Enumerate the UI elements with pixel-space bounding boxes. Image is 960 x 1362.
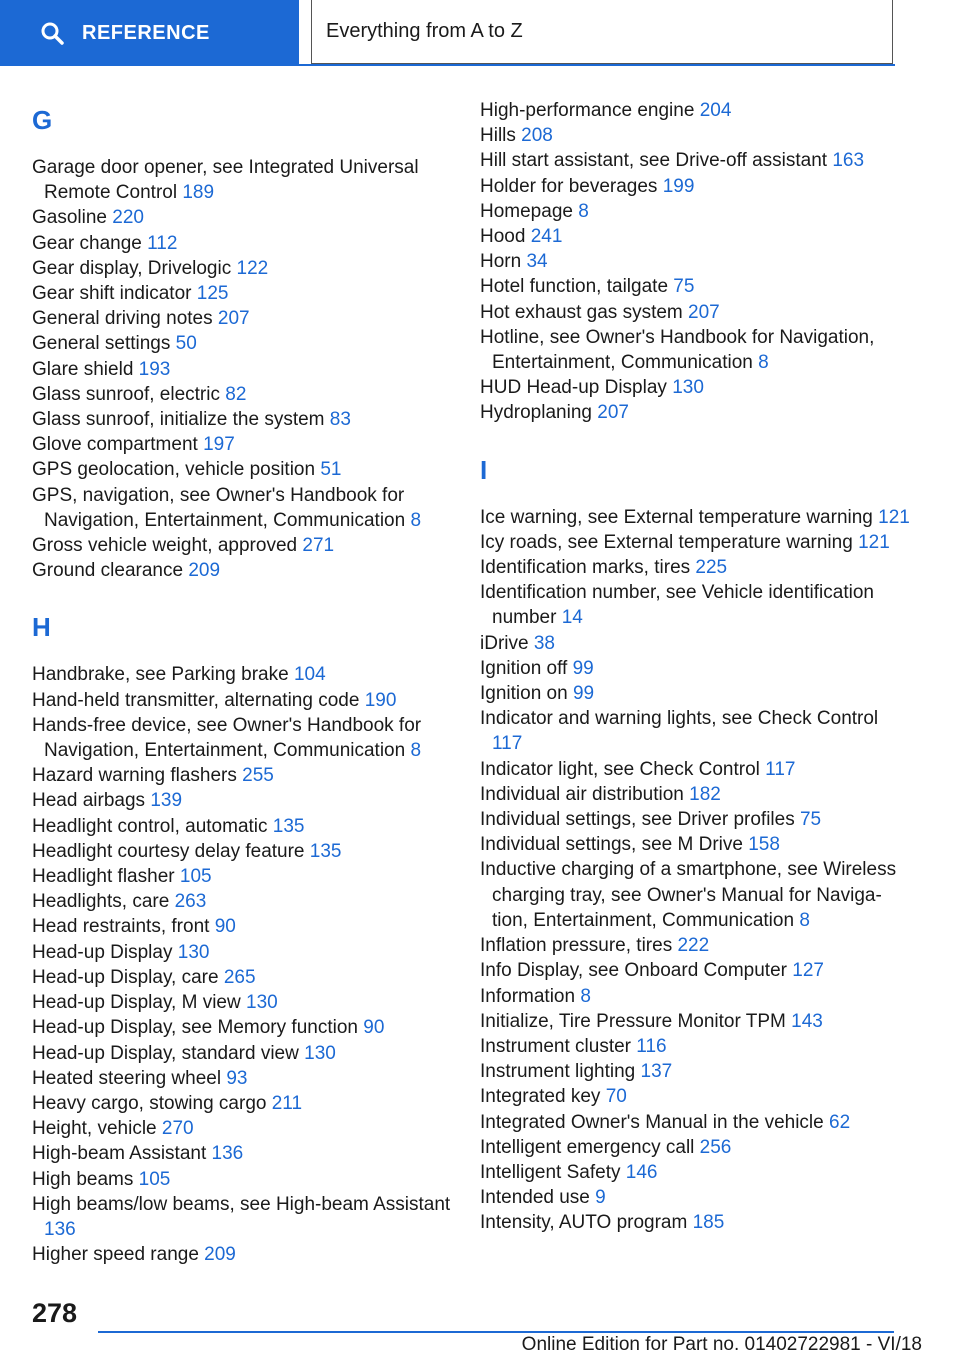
index-entry xyxy=(480,249,910,274)
page-reference-link[interactable]: 70 xyxy=(605,1086,627,1108)
index-entry-text: Hill start assistant, see Drive-off assistant xyxy=(480,150,828,172)
index-entry xyxy=(32,864,452,889)
index-entry-text: High beams xyxy=(32,1168,134,1190)
index-entry-text: Headlights, care xyxy=(32,891,170,913)
index-entry-text: Head-up Display, see Memory function xyxy=(32,1017,358,1039)
page-reference-link[interactable]: 207 xyxy=(688,301,720,323)
page-reference-link[interactable]: 127 xyxy=(792,960,824,982)
index-entry xyxy=(32,662,452,687)
index-entry xyxy=(32,713,452,763)
index-entry-text: Instrument lighting xyxy=(480,1061,636,1083)
index-entry-text: HUD Head-up Display xyxy=(480,377,667,399)
page-reference-link[interactable]: 241 xyxy=(530,226,563,248)
index-entry-text: General driving notes xyxy=(32,308,213,330)
index-entry-text: Hydroplaning xyxy=(480,402,592,424)
page-reference-link[interactable]: 122 xyxy=(236,257,269,279)
index-entry xyxy=(480,148,910,173)
index-entry xyxy=(480,274,910,299)
index-entry xyxy=(480,123,910,148)
index-entry xyxy=(32,965,452,990)
page-reference-link[interactable]: 104 xyxy=(293,664,326,686)
page-reference-link[interactable]: 105 xyxy=(138,1168,171,1190)
index-entry xyxy=(480,1034,910,1059)
index-letter-heading: I xyxy=(480,454,488,485)
index-entry-text: Indicator light, see Check Control xyxy=(480,758,760,780)
index-entry-text: Integrated key xyxy=(480,1086,601,1108)
index-entry xyxy=(32,281,452,306)
index-entry xyxy=(32,231,452,256)
index-column-left xyxy=(32,98,452,1267)
index-entry xyxy=(480,1110,910,1135)
index-entry xyxy=(32,1041,452,1066)
page-reference-link[interactable]: 135 xyxy=(309,840,342,862)
index-entry-text: Identification number, see Vehicle identification number xyxy=(480,582,874,629)
index-entry xyxy=(32,1015,452,1040)
index-entry xyxy=(480,174,910,199)
index-entry-text: Garage door opener, see Integrated Universal Remote Control xyxy=(32,157,419,204)
index-entry xyxy=(480,958,910,983)
page-reference-link[interactable]: 220 xyxy=(112,207,144,229)
index-entry-text: Ice warning, see External temperature warning xyxy=(480,506,873,528)
index-entry-text: Homepage xyxy=(480,200,573,222)
page-reference-link[interactable]: 211 xyxy=(271,1092,303,1114)
index-entry-text: Headlight courtesy delay feature xyxy=(32,840,305,862)
search-icon xyxy=(40,21,64,45)
index-entry xyxy=(32,533,452,558)
page-reference-link[interactable]: 263 xyxy=(174,891,207,913)
index-entry xyxy=(32,1066,452,1091)
index-entry-text: Heavy cargo, stowing cargo xyxy=(32,1092,267,1114)
index-entry xyxy=(480,656,910,681)
index-entry-text: Intended use xyxy=(480,1187,590,1209)
index-entry xyxy=(480,681,910,706)
index-entry-text: High-performance engine xyxy=(480,100,695,121)
page-reference-link[interactable]: 14 xyxy=(561,607,583,629)
index-entry-text: Head-up Display, M view xyxy=(32,992,241,1014)
index-entry xyxy=(32,1167,452,1192)
index-entry xyxy=(32,205,452,230)
index-entry xyxy=(32,331,452,356)
index-entry xyxy=(480,325,910,375)
index-entry-text: Individual settings, see Driver profiles xyxy=(480,809,795,831)
page-reference-link[interactable]: 121 xyxy=(858,531,890,553)
index-entry xyxy=(32,788,452,813)
index-entry xyxy=(32,889,452,914)
index-entry xyxy=(480,555,910,580)
page-reference-link[interactable]: 185 xyxy=(692,1212,725,1234)
index-entry-text: Headlight flasher xyxy=(32,866,175,888)
index-entry-list xyxy=(480,98,910,426)
index-entry-text: GPS geolocation, vehicle position xyxy=(32,459,316,481)
page-reference-link[interactable]: 75 xyxy=(673,276,695,298)
footer-divider xyxy=(98,1331,894,1333)
index-entry xyxy=(480,224,910,249)
index-entry-text: Gear shift indicator xyxy=(32,283,192,305)
index-entry xyxy=(32,483,452,533)
page-reference-link[interactable]: 143 xyxy=(791,1010,823,1032)
index-entry xyxy=(480,1009,910,1034)
page-reference-link[interactable]: 8 xyxy=(758,352,769,374)
page-reference-link[interactable]: 8 xyxy=(578,200,589,222)
page-reference-link[interactable]: 222 xyxy=(677,935,710,957)
page-reference-link[interactable]: 204 xyxy=(699,100,732,121)
page-reference-link[interactable]: 51 xyxy=(320,459,342,481)
index-entry-text: Head airbags xyxy=(32,790,146,812)
index-entry-text: Information xyxy=(480,985,576,1007)
index-entry xyxy=(32,990,452,1015)
index-entry xyxy=(32,155,452,205)
page-reference-link[interactable]: 190 xyxy=(364,689,397,711)
index-entry xyxy=(480,857,910,933)
index-entry-text: High beams/low beams, see High-beam Assistant xyxy=(32,1193,451,1215)
index-entry xyxy=(480,984,910,1009)
page-reference-link[interactable]: 136 xyxy=(44,1218,76,1240)
page-reference-link[interactable]: 82 xyxy=(225,383,247,405)
page-reference-link[interactable]: 207 xyxy=(597,402,629,424)
index-entry-text: Identification marks, tires xyxy=(480,557,691,579)
index-entry xyxy=(32,1141,452,1166)
index-entry xyxy=(480,375,910,400)
index-entry-text: Glove compartment xyxy=(32,434,198,456)
page-reference-link[interactable]: 34 xyxy=(526,251,548,273)
index-entry xyxy=(32,432,452,457)
index-entry-text: General settings xyxy=(32,333,171,355)
index-entry xyxy=(32,407,452,432)
page-reference-link[interactable]: 130 xyxy=(177,941,210,963)
index-entry xyxy=(480,933,910,958)
index-entry xyxy=(32,256,452,281)
index-entry-text: Info Display, see Onboard Computer xyxy=(480,960,787,982)
index-entry-text: Hot exhaust gas system xyxy=(480,301,683,323)
page-reference-link[interactable]: 255 xyxy=(242,765,274,787)
index-entry-list xyxy=(480,505,910,1236)
index-entry xyxy=(480,832,910,857)
page-reference-link[interactable]: 189 xyxy=(182,182,215,204)
index-entry-text: Hotel function, tailgate xyxy=(480,276,669,298)
index-entry-text: Head-up Display, care xyxy=(32,966,219,988)
index-entry-text: Icy roads, see External temperature warning xyxy=(480,531,853,553)
reference-tab[interactable] xyxy=(0,0,299,66)
reference-tab-label: REFERENCE xyxy=(82,21,210,44)
index-entry xyxy=(480,580,910,630)
index-entry-text: Hills xyxy=(480,125,516,147)
page-reference-link[interactable]: 270 xyxy=(161,1118,194,1140)
page-reference-link[interactable]: 8 xyxy=(410,740,422,762)
index-entry xyxy=(32,357,452,382)
index-entry-text: Head-up Display xyxy=(32,941,173,963)
index-entry xyxy=(480,300,910,325)
index-entry xyxy=(480,199,910,224)
index-entry-text: Head-up Display, standard view xyxy=(32,1042,299,1064)
index-entry xyxy=(32,914,452,939)
index-column-right xyxy=(480,98,910,1236)
index-entry xyxy=(32,306,452,331)
page-reference-link[interactable]: 75 xyxy=(799,809,822,831)
page-reference-link[interactable]: 121 xyxy=(878,506,910,528)
index-entry-text: Glass sunroof, initialize the system xyxy=(32,409,325,431)
index-letter-heading: G xyxy=(32,105,53,135)
edition-note: Online Edition for Part no. 01402722981 - VI/18 xyxy=(521,1334,922,1355)
index-entry xyxy=(32,1192,452,1242)
page-reference-link[interactable]: 256 xyxy=(699,1136,732,1158)
index-entry-text: Hand-held transmitter, alternating code xyxy=(32,689,360,711)
index-entry-text: Integrated Owner's Manual in the vehicle xyxy=(480,1111,824,1133)
page-reference-link[interactable]: 197 xyxy=(203,434,235,456)
page-reference-link[interactable]: 271 xyxy=(302,535,335,557)
index-entry-list xyxy=(32,662,452,1267)
page-reference-link[interactable]: 207 xyxy=(217,308,250,330)
index-entry xyxy=(32,1242,452,1267)
page-reference-link[interactable]: 8 xyxy=(580,985,591,1007)
index-entry xyxy=(480,782,910,807)
page-reference-link[interactable]: 136 xyxy=(211,1143,244,1165)
page-reference-link[interactable]: 8 xyxy=(410,509,422,531)
index-entry-text: Gross vehicle weight, approved xyxy=(32,535,298,557)
page-reference-link[interactable]: 193 xyxy=(138,358,171,380)
index-entry xyxy=(32,688,452,713)
index-entry-text: Glass sunroof, electric xyxy=(32,383,220,405)
index-entry-text: Individual air distribution xyxy=(480,783,684,805)
page-reference-link[interactable]: 99 xyxy=(572,657,594,679)
index-entry xyxy=(480,706,910,756)
page-reference-link[interactable]: 209 xyxy=(204,1244,236,1266)
index-entry xyxy=(480,1185,910,1210)
index-entry xyxy=(480,807,910,832)
page-reference-link[interactable]: 116 xyxy=(636,1035,667,1057)
index-entry-text: Ignition on xyxy=(480,683,568,705)
page-reference-link[interactable]: 50 xyxy=(175,333,197,355)
index-entry-text: Hands-free device, see Owner's Handbook for Navigation, Entertainment, Communication xyxy=(32,714,422,762)
index-entry xyxy=(32,457,452,482)
index-entry xyxy=(480,1059,910,1084)
index-entry xyxy=(32,382,452,407)
index-entry-text: Gear change xyxy=(32,232,142,254)
section-title-tab xyxy=(311,0,893,64)
page-reference-link[interactable]: 112 xyxy=(147,232,178,254)
page-reference-link[interactable]: 135 xyxy=(272,815,305,837)
index-entry-text: Hotline, see Owner's Handbook for Navigation, Entertainment, Communication xyxy=(480,326,875,374)
index-entry xyxy=(480,1084,910,1109)
page-reference-link[interactable]: 62 xyxy=(829,1111,851,1133)
page-reference-link[interactable]: 90 xyxy=(214,916,236,938)
page-reference-link[interactable]: 105 xyxy=(179,866,212,888)
index-entry-text: Hood xyxy=(480,226,526,248)
index-entry-text: Hazard warning flashers xyxy=(32,765,237,787)
index-entry-text: High-beam Assistant xyxy=(32,1143,207,1165)
index-entry-text: Headlight control, automatic xyxy=(32,815,268,837)
index-entry xyxy=(480,400,910,425)
index-entry-text: Individual settings, see M Drive xyxy=(480,834,743,856)
index-entry xyxy=(480,1160,910,1185)
page-reference-link[interactable]: 163 xyxy=(832,150,865,172)
page-reference-link[interactable]: 208 xyxy=(521,125,553,147)
page-number: 278 xyxy=(32,1298,78,1328)
page-reference-link[interactable]: 117 xyxy=(765,758,796,780)
index-entry xyxy=(32,1116,452,1141)
index-entry xyxy=(480,757,910,782)
index-entry-text: Head restraints, front xyxy=(32,916,210,938)
page-reference-link[interactable]: 90 xyxy=(363,1017,385,1039)
page-reference-link[interactable]: 130 xyxy=(246,992,278,1014)
index-entry xyxy=(32,940,452,965)
index-entry xyxy=(32,814,452,839)
index-entry-text: Gasoline xyxy=(32,207,107,229)
index-entry-text: Height, vehicle xyxy=(32,1118,157,1140)
index-entry xyxy=(32,558,452,583)
page-reference-link[interactable]: 137 xyxy=(640,1061,673,1083)
index-entry-text: Intelligent emergency call xyxy=(480,1136,695,1158)
section-title: Everything from A to Z xyxy=(326,20,523,42)
index-entry xyxy=(480,1210,910,1235)
index-entry xyxy=(32,839,452,864)
page-footer xyxy=(0,1290,960,1362)
page-reference-link[interactable]: 130 xyxy=(672,377,704,399)
page-header xyxy=(0,0,960,66)
index-entry-text: Ground clearance xyxy=(32,560,184,582)
index-entry-text: iDrive xyxy=(480,632,529,654)
page-reference-link[interactable]: 8 xyxy=(799,909,810,931)
index-entry-text: Heated steering wheel xyxy=(32,1067,222,1089)
index-entry-text: Initialize, Tire Pressure Monitor TPM xyxy=(480,1010,786,1032)
index-entry xyxy=(480,530,910,555)
index-entry-text: Higher speed range xyxy=(32,1244,199,1266)
index-entry xyxy=(480,631,910,656)
page-reference-link[interactable]: 158 xyxy=(748,834,780,856)
index-entry-text: Horn xyxy=(480,251,522,273)
index-entry xyxy=(480,505,910,530)
page-reference-link[interactable]: 93 xyxy=(226,1067,248,1089)
page-reference-link[interactable]: 83 xyxy=(329,409,351,431)
index-entry-text: Intensity, AUTO program xyxy=(480,1212,688,1234)
page-reference-link[interactable]: 130 xyxy=(304,1042,336,1064)
index-entry-list xyxy=(32,155,452,583)
index-entry-text: Holder for beverages xyxy=(480,175,658,197)
index-entry xyxy=(32,763,452,788)
index-entry-text: Handbrake, see Parking brake xyxy=(32,664,289,686)
index-entry-text: Ignition off xyxy=(480,657,568,679)
index-entry-text: Glare shield xyxy=(32,358,134,380)
index-entry-text: GPS, navigation, see Owner's Handbook for Navigation, Entertainment, Communication xyxy=(32,484,406,531)
page-reference-link[interactable]: 117 xyxy=(492,733,523,755)
header-divider xyxy=(0,64,895,66)
page-reference-link[interactable]: 209 xyxy=(188,560,221,582)
page-reference-link[interactable]: 199 xyxy=(662,175,695,197)
index-entry-text: Inductive charging of a smartphone, see Wireless charging tray, see Owner's Manual for Navigation, Entertainment, Communication xyxy=(480,859,897,931)
index-entry-text: Gear display, Drivelogic xyxy=(32,257,232,279)
page-reference-link[interactable]: 38 xyxy=(533,632,555,654)
index-entry-text: Intelligent Safety xyxy=(480,1161,621,1183)
index-entry xyxy=(480,98,910,123)
page-reference-link[interactable]: 146 xyxy=(625,1161,658,1183)
index-entry-text: Indicator and warning lights, see Check Control xyxy=(480,708,879,730)
index-entry xyxy=(32,1091,452,1116)
page-reference-link[interactable]: 99 xyxy=(572,683,595,705)
index-entry-text: Instrument cluster xyxy=(480,1035,631,1057)
index-entry xyxy=(480,1135,910,1160)
page-reference-link[interactable]: 125 xyxy=(196,283,229,305)
index-letter-heading: H xyxy=(32,612,51,643)
page-reference-link[interactable]: 182 xyxy=(689,783,721,805)
index-entry-text: Inflation pressure, tires xyxy=(480,935,673,957)
page-reference-link[interactable]: 265 xyxy=(223,966,256,988)
page-reference-link[interactable]: 139 xyxy=(150,790,183,812)
page-reference-link[interactable]: 225 xyxy=(695,557,728,579)
page-reference-link[interactable]: 9 xyxy=(595,1187,606,1209)
